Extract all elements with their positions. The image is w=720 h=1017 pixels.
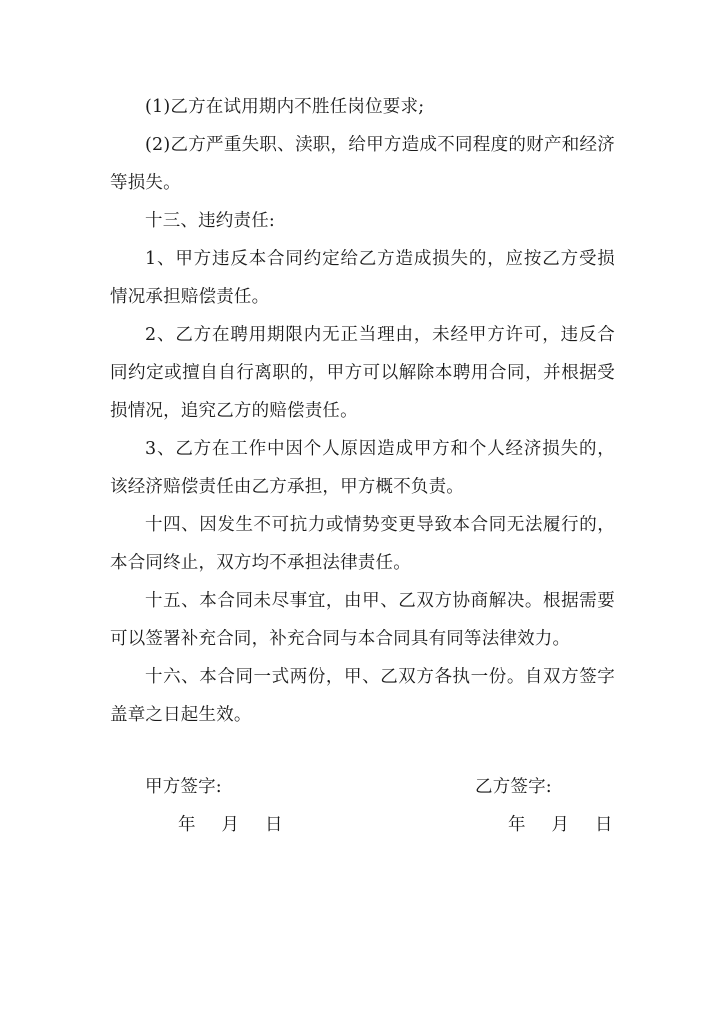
clause-13-2: 2、乙方在聘用期限内无正当理由，未经甲方许可，违反合同约定或擅自自行离职的，甲方可以解除本聘用合同，并根据受损情况，追究乙方的赔偿责任。: [110, 325, 615, 421]
clause-probation-unfit: (1)乙方在试用期内不胜任岗位要求;: [145, 97, 425, 117]
clause-serious-misconduct: (2)乙方严重失职、渎职，给甲方造成不同程度的财产和经济等损失。: [110, 135, 615, 193]
party-b-year: 年: [508, 815, 526, 835]
section-13-heading: 十三、违约责任:: [145, 211, 275, 231]
party-b-date-line: [508, 806, 613, 844]
contract-body: [110, 88, 615, 734]
clause-13-3: 3、乙方在工作中因个人原因造成甲方和个人经济损失的，该经济赔偿责任由乙方承担，甲方概不负责。: [110, 439, 615, 497]
party-a-day: 日: [265, 815, 283, 835]
clause-13-1: 1、甲方违反本合同约定给乙方造成损失的，应按乙方受损情况承担赔偿责任。: [110, 249, 615, 307]
section-15: 十五、本合同未尽事宜，由甲、乙双方协商解决。根据需要可以签署补充合同，补充合同与本合同具有同等法律效力。: [110, 591, 615, 649]
party-a-date-line: [178, 806, 283, 844]
party-a-year: 年: [178, 815, 196, 835]
party-b-signature-label: 乙方签字:: [475, 777, 552, 797]
party-a-month: 月: [221, 815, 239, 835]
party-a-signature-label: 甲方签字:: [145, 777, 222, 797]
party-b-day: 日: [595, 815, 613, 835]
section-16: 十六、本合同一式两份，甲、乙双方各执一份。自双方签字盖章之日起生效。: [110, 667, 615, 725]
section-14: 十四、因发生不可抗力或情势变更导致本合同无法履行的，本合同终止，双方均不承担法律责任。: [110, 515, 615, 573]
party-b-month: 月: [551, 815, 569, 835]
